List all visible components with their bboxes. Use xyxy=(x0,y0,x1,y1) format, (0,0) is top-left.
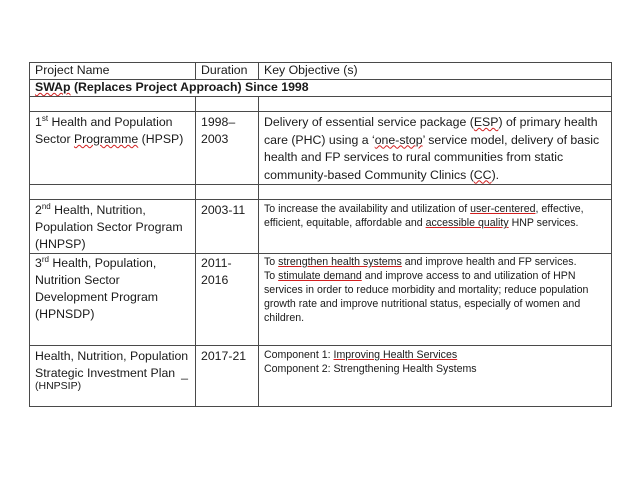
project-duration: 2003-11 xyxy=(196,200,259,254)
projects-table xyxy=(29,62,612,407)
project-name: 3rd Health, Population, Nutrition Sector Development Program (HPNSDP) xyxy=(30,254,196,346)
header-duration: Duration xyxy=(196,63,259,80)
project-duration: 2011- 2016 xyxy=(196,254,259,346)
project-name: Health, Nutrition, Population Strategic Investment Plan _ (HNPSIP) xyxy=(30,346,196,407)
table-row xyxy=(30,200,612,254)
project-objective: To strengthen health systems and improve health and FP services. To stimulate demand and improve access to and utilization of HPN services in order to reduce morbidity and mortality; reduce population growth rate and improve nutritional status, especially of women and children. xyxy=(259,254,612,346)
section-title: SWAp (Replaces Project Approach) Since 1998 xyxy=(30,80,612,97)
project-objective: To increase the availability and utilization of user-centered, effective, efficient, equitable, affordable and accessible quality HNP services. xyxy=(259,200,612,254)
project-duration: 2017-21 xyxy=(196,346,259,407)
spacer-row xyxy=(30,185,612,200)
header-row xyxy=(30,63,612,80)
section-row xyxy=(30,80,612,97)
project-objective: Delivery of essential service package (ESP) of primary health care (PHC) using a ‘one-stop’ service model, delivery of basic health and FP services to rural communities from static community-based Community Clinics (CC). xyxy=(259,112,612,185)
table-row xyxy=(30,112,612,185)
project-objective: Component 1: Improving Health Services Component 2: Strengthening Health Systems xyxy=(259,346,612,407)
header-key-objective: Key Objective (s) xyxy=(259,63,612,80)
project-name: 1st Health and Population Sector Programme (HPSP) xyxy=(30,112,196,185)
project-duration: 1998– 2003 xyxy=(196,112,259,185)
table-row xyxy=(30,346,612,407)
table-row xyxy=(30,254,612,346)
header-project-name: Project Name xyxy=(30,63,196,80)
project-name: 2nd Health, Nutrition, Population Sector Program (HNPSP) xyxy=(30,200,196,254)
spacer-row xyxy=(30,97,612,112)
